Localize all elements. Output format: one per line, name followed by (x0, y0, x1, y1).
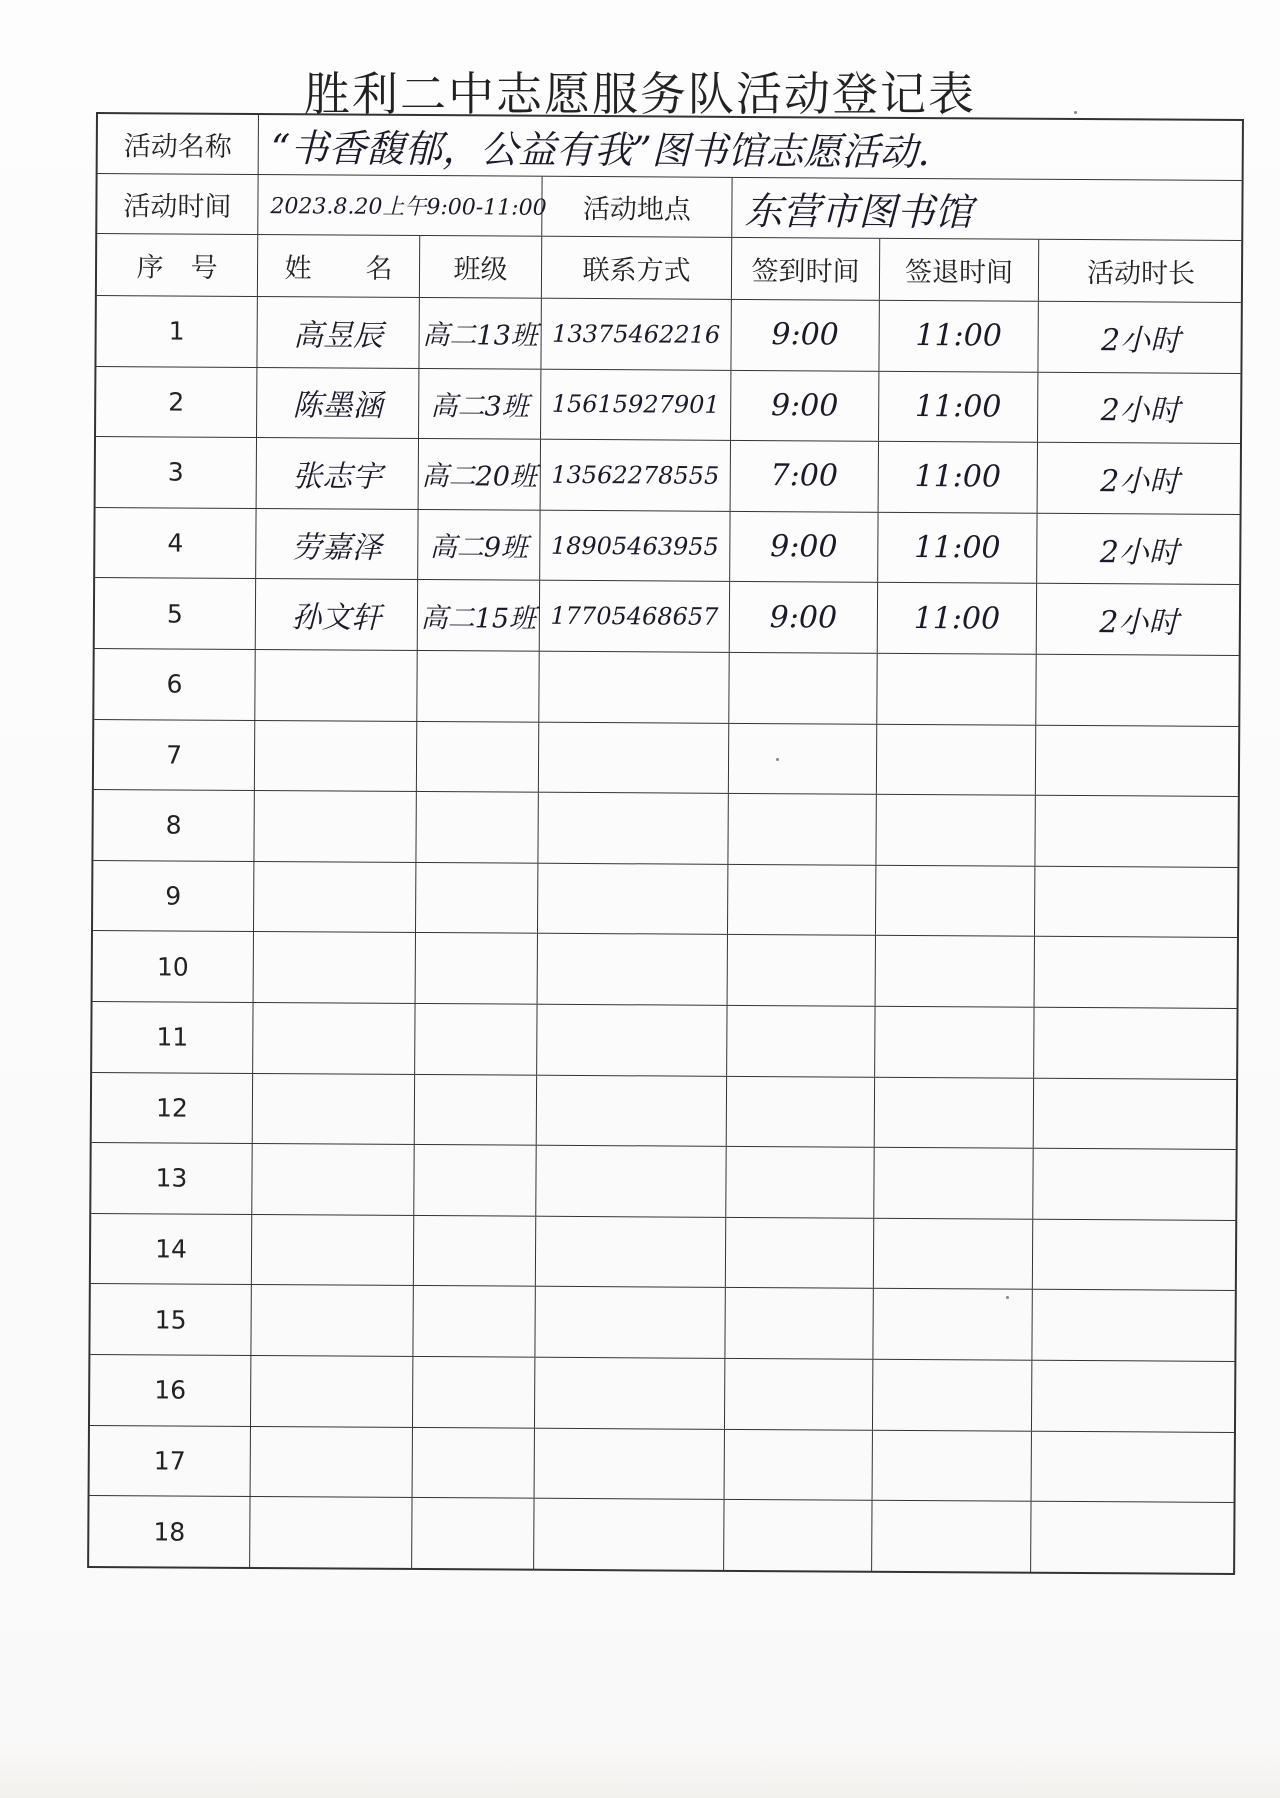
col-contact-cell (539, 652, 729, 723)
col-checkin-cell (724, 1500, 872, 1571)
col-checkin-cell (731, 441, 879, 511)
col-checkin-cell (729, 723, 877, 793)
col-number-cell (94, 649, 255, 720)
activity-name-label: 活动名称 (98, 114, 259, 174)
col-name-cell (255, 650, 417, 721)
col-number-cell (95, 508, 256, 579)
col-contact-value: 15615927901 (551, 390, 720, 420)
col-number-value: 12 (155, 1093, 188, 1123)
col-contact-cell (535, 1287, 725, 1358)
col-number-cell (92, 1002, 253, 1073)
col-checkin-cell (728, 935, 876, 1005)
col-number-value: 3 (167, 457, 184, 488)
col-class-value: 高二9班 (429, 532, 529, 564)
table-row (90, 1284, 1234, 1362)
col-checkout-cell (879, 301, 1038, 372)
col-number-value: 9 (165, 881, 182, 911)
col-number-value: 11 (156, 1022, 189, 1052)
col-number-value: 18 (153, 1517, 186, 1547)
col-checkout-cell (873, 1360, 1032, 1431)
col-duration-value: 2小时 (1099, 534, 1179, 571)
col-checkout-cell (877, 654, 1036, 725)
col-duration-cell (1035, 796, 1239, 867)
col-number-cell (96, 437, 257, 508)
col-number-value: 16 (154, 1375, 187, 1405)
col-checkin-cell (727, 1006, 875, 1076)
col-class-cell (413, 1428, 535, 1498)
col-number-value: 17 (153, 1446, 186, 1476)
col-contact-cell (536, 1217, 726, 1288)
col-number-cell (91, 1214, 252, 1285)
col-contact-cell (540, 511, 730, 582)
col-checkout-value: 11:00 (914, 388, 1002, 425)
col-number-value: 6 (166, 669, 183, 699)
table-row (93, 931, 1237, 1009)
col-class-cell (412, 1498, 534, 1569)
col-checkout-cell (876, 866, 1035, 937)
col-name-cell (251, 1427, 413, 1498)
col-checkout-value: 11:00 (914, 530, 1001, 566)
col-contact-value: 17705468657 (550, 601, 719, 631)
col-checkout-value: 11:00 (914, 459, 1002, 496)
col-checkout-header: 签退时间 (880, 239, 1039, 301)
col-name-header: 姓 名 (258, 235, 420, 297)
col-name-cell (255, 721, 417, 792)
col-contact-cell (541, 299, 731, 370)
col-class-cell (415, 1004, 537, 1074)
col-class-cell (419, 298, 541, 368)
table-row (92, 1073, 1236, 1151)
col-checkin-cell (727, 1076, 875, 1146)
col-contact-cell (538, 934, 728, 1005)
col-name-cell (251, 1285, 413, 1356)
col-checkout-value: 11:00 (913, 600, 1001, 637)
col-checkout-cell (876, 795, 1035, 866)
col-name-value: 孙文轩 (291, 600, 382, 636)
col-duration-value: 2小时 (1100, 393, 1180, 430)
col-number-value: 10 (156, 952, 189, 982)
col-checkout-cell (878, 583, 1037, 654)
col-duration-cell (1032, 1361, 1236, 1432)
col-number-cell (96, 367, 257, 438)
col-checkin-value: 7:00 (770, 458, 839, 495)
col-number-cell (95, 578, 256, 649)
col-number-value: 4 (167, 528, 184, 558)
activity-time-row (97, 174, 1241, 241)
col-checkout-cell (875, 1007, 1034, 1078)
col-checkout-cell (879, 442, 1038, 513)
col-name-value: 张志宇 (292, 459, 383, 495)
col-class-cell (414, 1145, 536, 1215)
col-number-cell (93, 790, 254, 861)
col-duration-cell (1034, 1078, 1238, 1149)
col-duration-cell (1037, 514, 1241, 585)
col-name-cell (252, 1144, 414, 1215)
col-checkout-cell (874, 1148, 1033, 1219)
col-name-cell (254, 932, 416, 1003)
col-number-cell (92, 1073, 253, 1144)
col-duration-cell (1038, 443, 1242, 514)
col-name-cell (253, 1003, 415, 1074)
col-class-cell (419, 369, 541, 439)
col-checkin-value: 9:00 (770, 388, 839, 424)
table-header-row (97, 234, 1241, 303)
col-name-cell (257, 368, 419, 439)
col-class-cell (417, 651, 539, 721)
col-checkin-cell (725, 1288, 873, 1358)
table-row (94, 720, 1238, 798)
table-row (95, 508, 1239, 586)
col-checkin-cell (726, 1218, 874, 1288)
col-class-value: 高二20班 (421, 461, 538, 494)
paper-speck (1074, 111, 1077, 114)
col-class-cell (419, 439, 541, 509)
table-row (93, 861, 1237, 939)
activity-time-value-cell (258, 175, 547, 236)
table-row (93, 790, 1237, 868)
col-checkin-value: 9:00 (771, 317, 839, 353)
col-class-cell (417, 722, 539, 792)
col-contact-cell (535, 1428, 725, 1499)
registration-table (87, 112, 1244, 1575)
col-number-value: 14 (155, 1234, 188, 1264)
col-checkout-value: 11:00 (915, 318, 1002, 354)
activity-place-value: 东营市图书馆 (744, 188, 973, 235)
col-name-cell (257, 438, 419, 509)
col-class-cell (413, 1357, 535, 1427)
col-number-value: 7 (166, 740, 183, 770)
paper-speck (776, 758, 779, 761)
col-number-cell (94, 720, 255, 791)
col-duration-cell (1031, 1502, 1235, 1574)
form-title: 胜利二中志愿服务队活动登记表 (304, 67, 976, 121)
col-duration-value: 2小时 (1100, 464, 1180, 500)
col-checkin-cell (731, 300, 879, 370)
col-number-value: 2 (168, 387, 185, 417)
col-contact-cell (537, 1005, 727, 1076)
col-name-value: 陈墨涵 (292, 388, 383, 425)
table-row (92, 1002, 1236, 1080)
col-number-value: 5 (166, 599, 183, 629)
col-contact-value: 13375462216 (552, 319, 721, 349)
col-name-cell (254, 791, 416, 862)
col-duration-cell (1032, 1431, 1236, 1502)
table-row (95, 578, 1239, 656)
col-name-cell (250, 1497, 412, 1569)
col-number-cell (93, 861, 254, 932)
col-checkin-value: 9:00 (770, 529, 838, 565)
col-number-cell (93, 931, 254, 1002)
col-contact-cell (539, 722, 729, 793)
table-row (96, 437, 1240, 515)
col-checkin-cell (730, 512, 878, 582)
col-contact-cell (541, 369, 731, 440)
col-checkin-cell (728, 794, 876, 864)
col-number-header: 序 号 (97, 234, 258, 296)
activity-time-value: 2023.8.20上午9:00-11:00 (270, 194, 547, 221)
col-number-value: 13 (155, 1163, 188, 1194)
col-name-cell (251, 1356, 413, 1427)
table-row (89, 1496, 1233, 1574)
col-checkout-cell (879, 371, 1038, 442)
activity-name-value-cell (259, 115, 1244, 180)
col-contact-cell (540, 581, 730, 652)
col-contact-cell (537, 1075, 727, 1146)
col-class-cell (416, 792, 538, 862)
table-row (90, 1426, 1234, 1504)
table-row (90, 1355, 1234, 1433)
col-class-cell (416, 863, 538, 933)
col-name-value: 劳嘉泽 (291, 529, 382, 566)
col-class-cell (418, 580, 540, 650)
col-contact-cell (538, 793, 728, 864)
col-checkout-cell (873, 1430, 1032, 1501)
col-class-value: 高二3班 (430, 390, 529, 423)
col-checkout-cell (873, 1289, 1032, 1360)
activity-time-label: 活动时间 (97, 174, 258, 234)
col-checkin-cell (731, 370, 879, 440)
col-name-cell (253, 1074, 415, 1145)
col-checkout-cell (877, 724, 1036, 795)
paper-shadow (0, 1738, 1280, 1798)
activity-place-value-cell (732, 178, 1243, 240)
table-row (91, 1214, 1235, 1292)
col-checkin-cell (725, 1429, 873, 1499)
col-class-value: 高二15班 (420, 602, 537, 635)
col-checkout-cell (875, 1077, 1034, 1148)
col-duration-cell (1035, 867, 1239, 938)
col-duration-cell (1033, 1220, 1237, 1291)
col-number-cell (90, 1284, 251, 1355)
col-checkin-cell (730, 582, 878, 652)
col-class-cell (415, 1075, 537, 1145)
col-duration-cell (1038, 372, 1242, 443)
col-name-value: 高昱辰 (293, 318, 384, 354)
col-contact-cell (536, 1146, 726, 1217)
col-class-cell (416, 933, 538, 1003)
col-name-cell (256, 579, 418, 650)
col-class-cell (418, 510, 540, 580)
col-number-cell (90, 1355, 251, 1426)
col-duration-cell (1035, 937, 1239, 1008)
col-checkin-value: 9:00 (769, 599, 838, 636)
col-checkin-cell (729, 653, 877, 723)
col-checkout-cell (874, 1219, 1033, 1290)
col-duration-cell (1036, 725, 1240, 796)
col-duration-cell (1034, 1008, 1238, 1079)
col-contact-value: 18905463955 (550, 531, 719, 561)
col-name-cell (254, 862, 416, 933)
col-duration-cell (1038, 302, 1242, 373)
col-checkin-cell (725, 1359, 873, 1429)
col-duration-cell (1033, 1149, 1237, 1220)
col-number-cell (90, 1426, 251, 1497)
col-checkout-cell (876, 936, 1035, 1007)
table-row (96, 367, 1240, 445)
col-duration-value: 2小时 (1099, 605, 1179, 641)
col-checkin-cell (726, 1147, 874, 1217)
col-name-cell (257, 297, 419, 368)
col-number-value: 15 (154, 1305, 187, 1335)
col-contact-cell (541, 440, 731, 511)
col-checkout-cell (878, 513, 1037, 584)
col-duration-value: 2小时 (1100, 322, 1181, 359)
col-name-cell (252, 1215, 414, 1286)
col-duration-header: 活动时长 (1086, 258, 1196, 290)
col-name-cell (256, 509, 418, 580)
col-duration-cell (1032, 1290, 1236, 1361)
col-contact-cell (534, 1499, 724, 1571)
col-contact-value: 13562278555 (551, 460, 720, 490)
col-number-cell (89, 1496, 250, 1568)
col-checkout-cell (872, 1501, 1031, 1573)
col-class-cell (414, 1216, 536, 1286)
col-contact-cell (538, 864, 728, 935)
activity-place-label: 活动地点 (542, 177, 732, 237)
col-class-header: 班级 (420, 236, 542, 298)
col-class-value: 高二13班 (422, 320, 538, 352)
col-number-cell (96, 296, 257, 367)
activity-name-value: “书香馥郁，公益有我”图书馆志愿活动. (270, 126, 930, 175)
col-class-cell (413, 1286, 535, 1356)
col-duration-cell (1036, 655, 1240, 726)
table-row (96, 296, 1240, 374)
table-row (94, 649, 1238, 727)
col-number-cell (91, 1143, 252, 1214)
table-row (91, 1143, 1235, 1221)
paper-speck (1006, 1296, 1009, 1299)
col-checkin-cell (728, 865, 876, 935)
activity-name-row (98, 114, 1242, 181)
col-duration-cell (1037, 584, 1241, 655)
col-number-value: 8 (165, 810, 182, 841)
col-number-value: 1 (168, 316, 185, 346)
col-contact-cell (535, 1358, 725, 1429)
col-contact-header: 联系方式 (542, 237, 732, 299)
col-checkin-header: 签到时间 (732, 238, 880, 300)
